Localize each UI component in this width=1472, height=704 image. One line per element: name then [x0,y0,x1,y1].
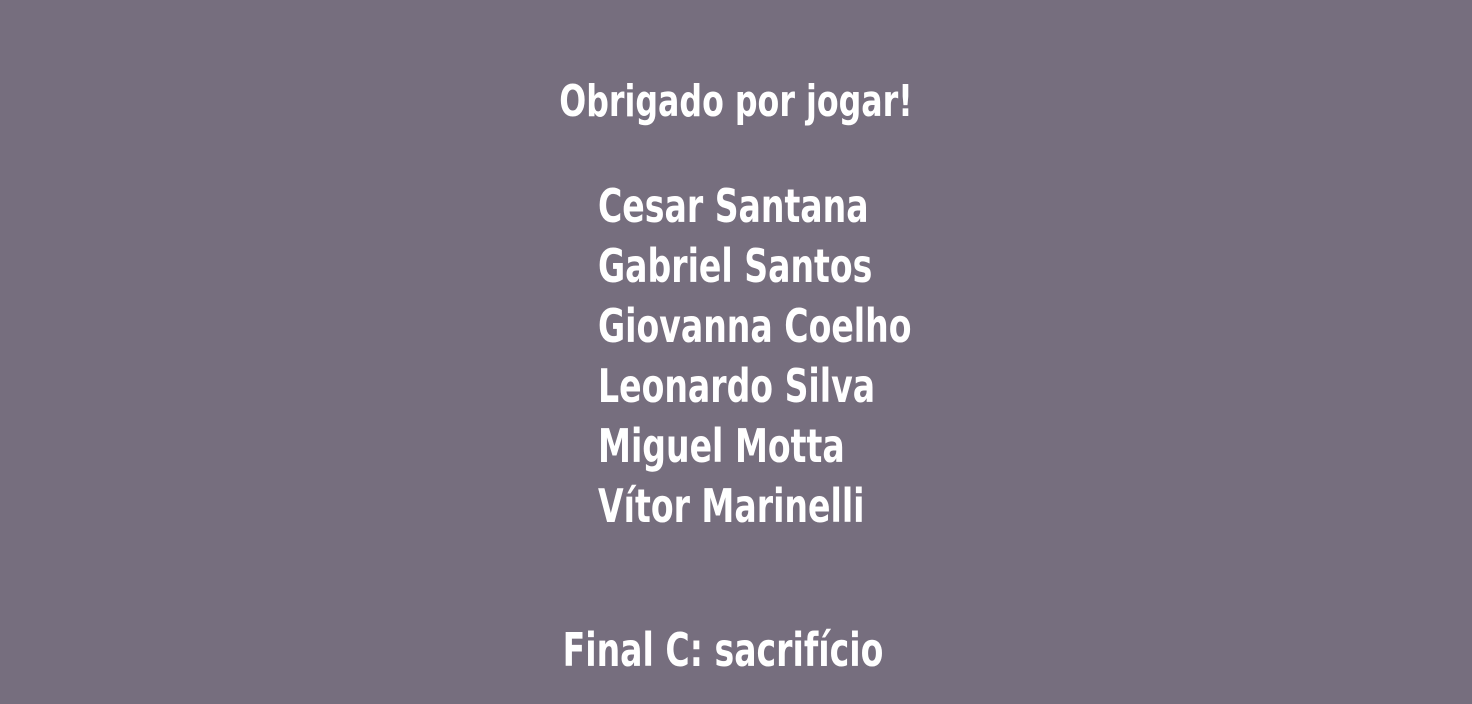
credit-name: Gabriel Santos [598,239,873,293]
thanks-title: Obrigado por jogar! [559,76,913,127]
credit-name: Vítor Marinelli [598,479,865,533]
ending-label: Final C: sacrifício [562,623,884,677]
credit-name: Leonardo Silva [598,359,876,413]
credit-name: Miguel Motta [598,419,845,473]
credits-name-list [598,176,1033,536]
credit-name: Giovanna Coelho [598,299,912,353]
credit-name: Cesar Santana [598,179,869,233]
